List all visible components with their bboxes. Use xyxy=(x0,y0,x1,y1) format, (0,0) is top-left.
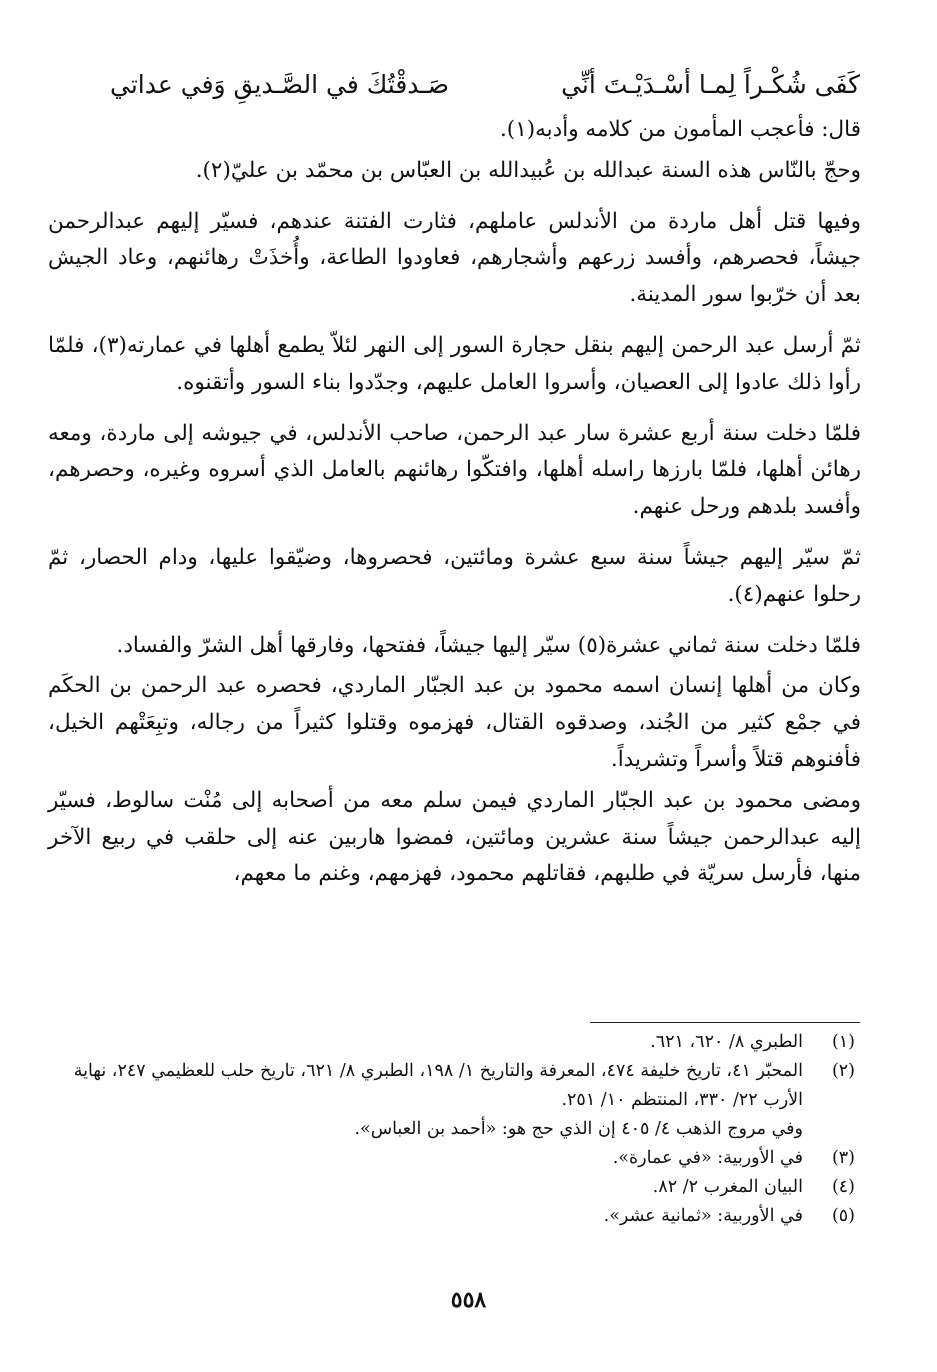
footnote xyxy=(40,1144,855,1173)
footnote xyxy=(40,1028,855,1057)
paragraph: ومضى محمود بن عبد الجبّار الماردي فيمن سلم معه من أصحابه إلى مُنْت سالوط، فسيّر إليه عبدالرحمن جيشاً سنة عشرين ومائتين، فمضوا هاربين عنه إلى حلقب في ربيع الآخر منها، فأرسل سريّة في طلبهم، فقاتلهم محمود، فهزمهم، وغنم ما معهم، xyxy=(48,787,861,887)
verse-first-hemistich: كَفَى شُكْـراً لِمـا أسْـدَيْـتَ أنِّي xyxy=(561,70,860,99)
footnote-text: الطبري ٨/ ٦٢٠، ٦٢١. xyxy=(650,1032,803,1052)
footnote-text: في الأوربية: «ثمانية عشر». xyxy=(603,1206,803,1226)
footnote-separator xyxy=(590,1022,860,1023)
paragraph: وفيها قتل أهل ماردة من الأندلس عاملهم، فثارت الفتنة عندهم، فسيّر إليهم عبدالرحمن جيشاً، فحصرهم، وأفسد زرعهم وأشجارهم، فعاودوا الطاعة، وأُخذَتْ رهائنهم، وعاد الجيش بعد أن خرّبوا سور المدينة. xyxy=(48,208,861,308)
poem-verse xyxy=(110,62,860,108)
footnote xyxy=(40,1057,855,1115)
footnote-continuation xyxy=(40,1115,855,1144)
paragraph: ثمّ أرسل عبد الرحمن إليهم بنقل حجارة السور إلى النهر لئلاّ يطمع أهلها في عمارته(٣)، فلمّا رأوا ذلك عادوا إلى العصيان، وأسروا العامل عليهم، وجدّدوا بناء السور وأتقنوه. xyxy=(48,332,861,395)
footnotes xyxy=(40,1028,855,1231)
footnote-number: (٢) xyxy=(831,1061,855,1081)
footnote-text: في الأوربية: «في عمارة». xyxy=(612,1148,803,1168)
paragraph: قال: فأعجب المأمون من كلامه وأدبه(١). xyxy=(499,117,861,142)
paragraph: فلمّا دخلت سنة ثماني عشرة(٥) سيّر إليها جيشاً، ففتحها، وفارقها أهل الشرّ والفساد. xyxy=(116,632,861,658)
footnote-number: (٤) xyxy=(831,1177,855,1197)
footnote-number: (٣) xyxy=(831,1148,855,1168)
footnote xyxy=(40,1202,855,1231)
main-text xyxy=(48,108,861,893)
footnote xyxy=(40,1173,855,1202)
footnote-text: وفي مروج الذهب ٤/ ٤٠٥ إن الذي حج هو: «أحمد بن العباس». xyxy=(354,1119,803,1139)
footnote-number xyxy=(803,1115,855,1144)
footnote-number: (٥) xyxy=(831,1206,855,1226)
paragraph: وكان من أهلها إنسان اسمه محمود بن عبد الجبّار الماردي، فحصره عبد الرحمن بن الحكَم في جمْع كثير من الجُند، وصدقوه القتال، فهزموه وقتلوا كثيراً من رجاله، وتبِعَتْهم الخيل، فأفنوهم قتلاً وأسراً وتشريداً. xyxy=(48,673,861,772)
footnote-text: المحبّر ٤١، تاريخ خليفة ٤٧٤، المعرفة والتاريخ ١/ ١٩٨، الطبري ٨/ ٦٢١، تاريخ حلب للعظيمي ٢٤٧، نهاية الأرب ٢٢/ ٣٣٠، المنتظم ١٠/ ٢٥١. xyxy=(73,1061,803,1110)
paragraph: ثمّ سيّر إليهم جيشاً سنة سبع عشرة ومائتين، فحصروها، وضيّقوا عليها، ودام الحصار، ثمّ رحلوا عنهم(٤). xyxy=(48,544,861,607)
footnote-text: البيان المغرب ٢/ ٨٢. xyxy=(652,1177,803,1197)
footnote-number: (١) xyxy=(831,1032,855,1052)
page-number: ٥٥٨ xyxy=(450,1287,487,1313)
verse-second-hemistich: صَـدقْتُكَ في الصَّـديقِ وَفي عداتي xyxy=(110,70,449,99)
paragraph: وحجّ بالنّاس هذه السنة عبدالله بن عُبيدالله بن العبّاس بن محمّد بن عليّ(٢). xyxy=(195,157,861,183)
paragraph: فلمّا دخلت سنة أربع عشرة سار عبد الرحمن، صاحب الأندلس، في جيوشه إلى ماردة، ومعه رهائن أهلها، فلمّا بارزها راسله أهلها، وافتكّوا رهائنهم بالعامل الذي أسروه وغيره، وحصرهم، وأفسد بلدهم ورحل عنهم. xyxy=(48,420,861,520)
